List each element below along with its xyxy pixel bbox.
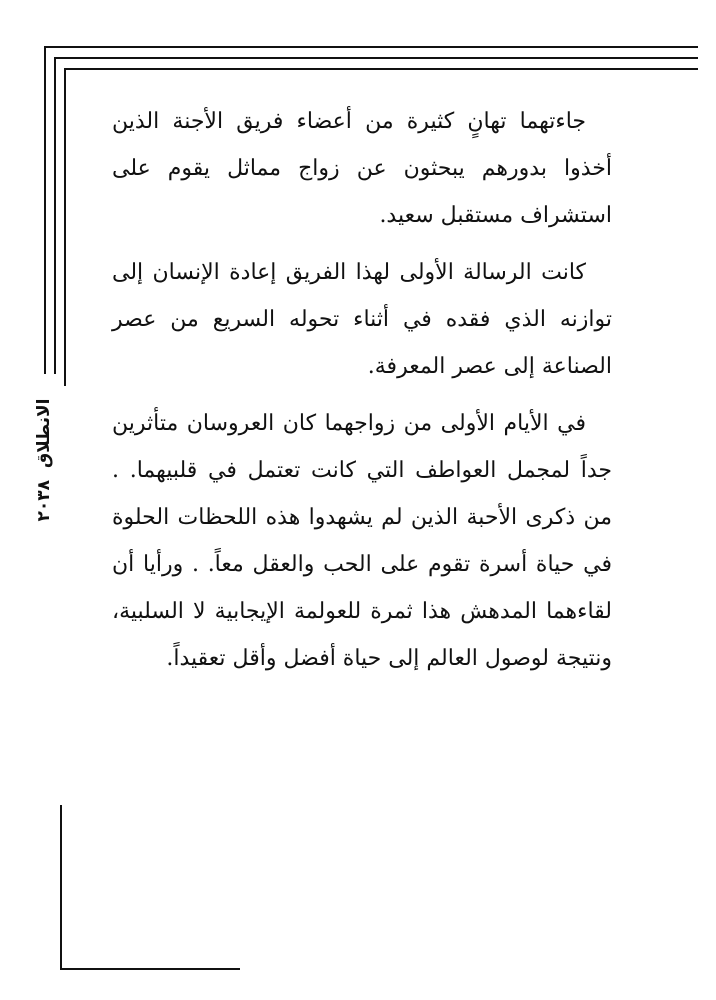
paragraph-2: كانت الرسالة الأولى لهذا الفريق إعادة الإنسان إلى توازنه الذي فقده في أثناء تحوله السريع من عصر الصناعة إلى عصر المعرفة. (112, 260, 612, 379)
frame-top-line-inner (64, 68, 698, 70)
body-text (112, 98, 612, 692)
book-title: الانطلاق (34, 398, 54, 469)
frame-top-line-outer (44, 46, 698, 48)
running-header-text (34, 399, 54, 522)
running-header (24, 395, 64, 525)
frame-bottom-left-horizontal (60, 968, 240, 970)
frame-bottom-left-vertical (60, 805, 62, 970)
paragraph-1: جاءتهما تهانٍ كثيرة من أعضاء فريق الأجنة الذين أخذوا بدورهم يبحثون عن زواج مماثل يقوم على استشراف مستقبل سعيد. (112, 109, 612, 228)
book-year: ٢٠٣٨ (34, 479, 54, 522)
frame-top-line-middle (54, 57, 698, 59)
frame-left-line-middle (54, 57, 56, 374)
frame-left-line-inner (64, 68, 66, 386)
frame-left-line-outer (44, 46, 46, 374)
paragraph-3: في الأيام الأولى من زواجهما كان العروسان متأثرين جداً لمجمل العواطف التي كانت تعتمل في قلبيهما. . من ذكرى الأحبة الذين لم يشهدوا هذه اللحظات الحلوة في حياة أسرة تقوم على الحب والعقل معاً. . ورأيا أن لقاءهما المدهش هذا ثمرة للعولمة الإيجابية لا السلبية، ونتيجة لوصول العالم إلى حياة أفضل وأقل تعقيداً. (112, 411, 613, 671)
